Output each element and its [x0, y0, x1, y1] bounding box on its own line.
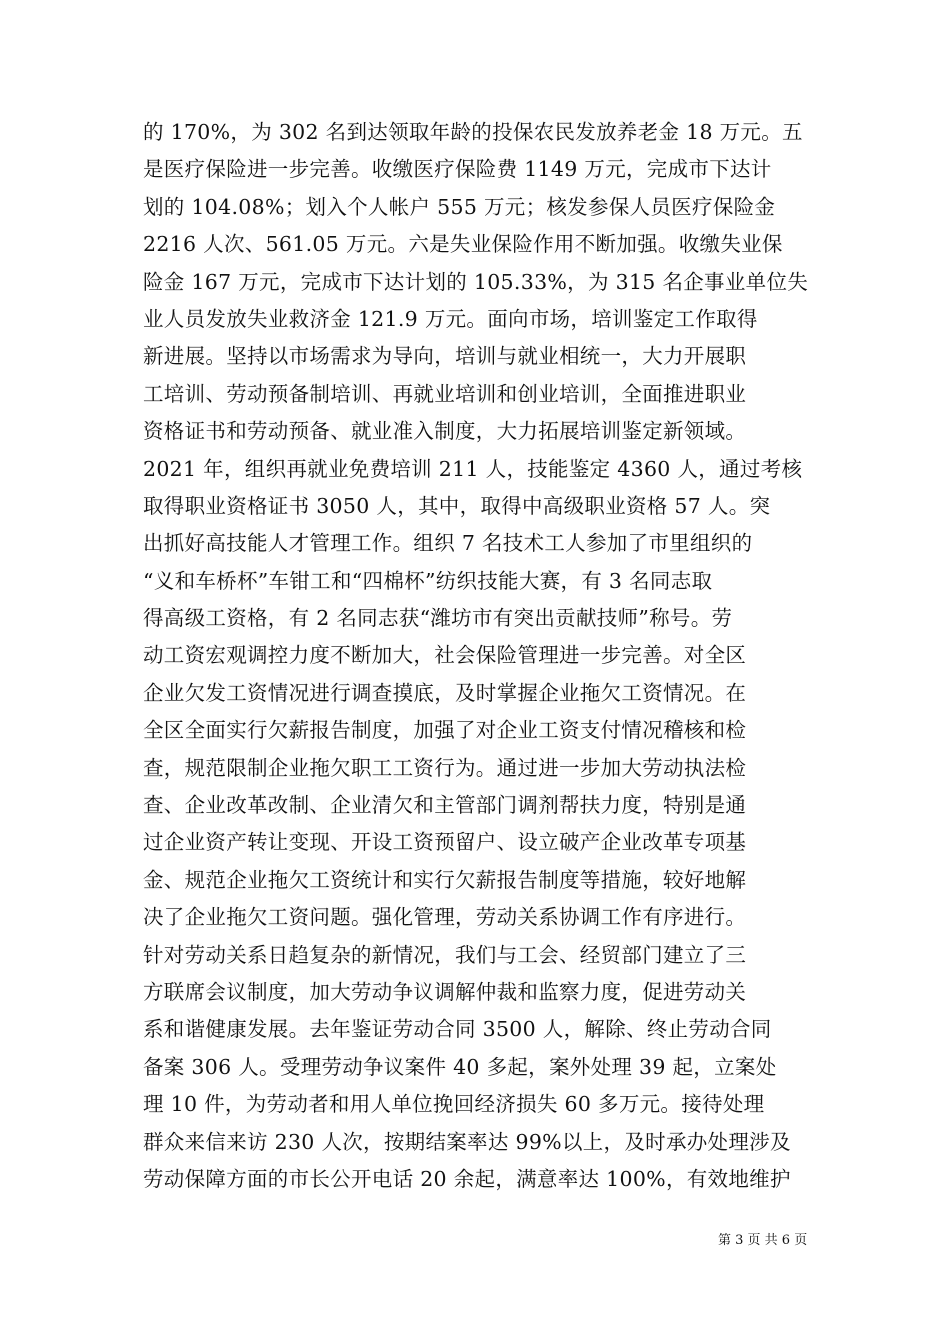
text-line: 过企业资产转让变现、开设工资预留户、设立破产企业改革专项基: [143, 830, 747, 855]
text-line: 险金 167 万元，完成市下达计划的 105.33%，为 315 名企事业单位失: [143, 269, 809, 294]
text-line: 查、企业改革改制、企业清欠和主管部门调剂帮扶力度，特别是通: [143, 793, 747, 818]
text-line: 备案 306 人。受理劳动争议案件 40 多起，案外处理 39 起，立案处: [143, 1054, 777, 1079]
page-number: 第 3 页 共 6 页: [718, 1233, 808, 1248]
text-line: 查，规范限制企业拖欠职工工资行为。通过进一步加大劳动执法检: [143, 755, 747, 780]
text-line: 全区全面实行欠薪报告制度，加强了对企业工资支付情况稽核和检: [143, 718, 747, 743]
text-line: 取得职业资格证书 3050 人，其中，取得中高级职业资格 57 人。突: [143, 493, 771, 518]
text-line: 的 170%，为 302 名到达领取年龄的投保农民发放养老金 18 万元。五: [143, 120, 803, 144]
text-line: 工培训、劳动预备制培训、再就业培训和创业培训，全面推进职业: [143, 381, 747, 406]
text-line: 动工资宏观调控力度不断加大，社会保险管理进一步完善。对全区: [143, 643, 747, 668]
text-line: 2216 人次、561.05 万元。六是失业保险作用不断加强。收缴失业保: [143, 232, 783, 257]
text-line: 划的 104.08%；划入个人帐户 555 万元；核发参保人员医疗保险金: [143, 194, 776, 219]
text-line: 金、规范企业拖欠工资统计和实行欠薪报告制度等措施，较好地解: [143, 867, 747, 892]
text-line: 是医疗保险进一步完善。收缴医疗保险费 1149 万元，完成市下达计: [143, 157, 772, 182]
text-line: 系和谐健康发展。去年鉴证劳动合同 3500 人，解除、终止劳动合同: [143, 1017, 772, 1042]
text-line: 决了企业拖欠工资问题。强化管理，劳动关系协调工作有序进行。: [143, 905, 747, 930]
text-line: 劳动保障方面的市长公开电话 20 余起，满意率达 100%，有效地维护: [143, 1166, 791, 1191]
text-line: 2021 年，组织再就业免费培训 211 人，技能鉴定 4360 人，通过考核: [143, 456, 803, 481]
text-line: “义和车桥杯”车钳工和“四棉杯”纺织技能大赛，有 3 名同志取: [143, 568, 713, 593]
text-line: 理 10 件，为劳动者和用人单位挽回经济损失 60 多万元。接待处理: [143, 1092, 765, 1117]
text-line: 业人员发放失业救济金 121.9 万元。面向市场，培训鉴定工作取得: [143, 306, 758, 331]
text-line: 针对劳动关系日趋复杂的新情况，我们与工会、经贸部门建立了三: [143, 942, 747, 967]
text-line: 出抓好高技能人才管理工作。组织 7 名技术工人参加了市里组织的: [143, 531, 753, 556]
text-line: 方联席会议制度，加大劳动争议调解仲裁和监察力度，促进劳动关: [143, 979, 747, 1004]
text-line: 企业欠发工资情况进行调查摸底，及时掌握企业拖欠工资情况。在: [143, 680, 747, 705]
text-line: 得高级工资格，有 2 名同志获“潍坊市有突出贡献技师”称号。劳: [143, 606, 733, 631]
text-line: 新进展。坚持以市场需求为导向，培训与就业相统一，大力开展职: [143, 344, 747, 369]
text-line: 群众来信来访 230 人次，按期结案率达 99%以上，及时承办处理涉及: [143, 1129, 791, 1154]
body-text: [143, 114, 813, 1198]
text-line: 资格证书和劳动预备、就业准入制度，大力拓展培训鉴定新领域。: [143, 419, 747, 444]
